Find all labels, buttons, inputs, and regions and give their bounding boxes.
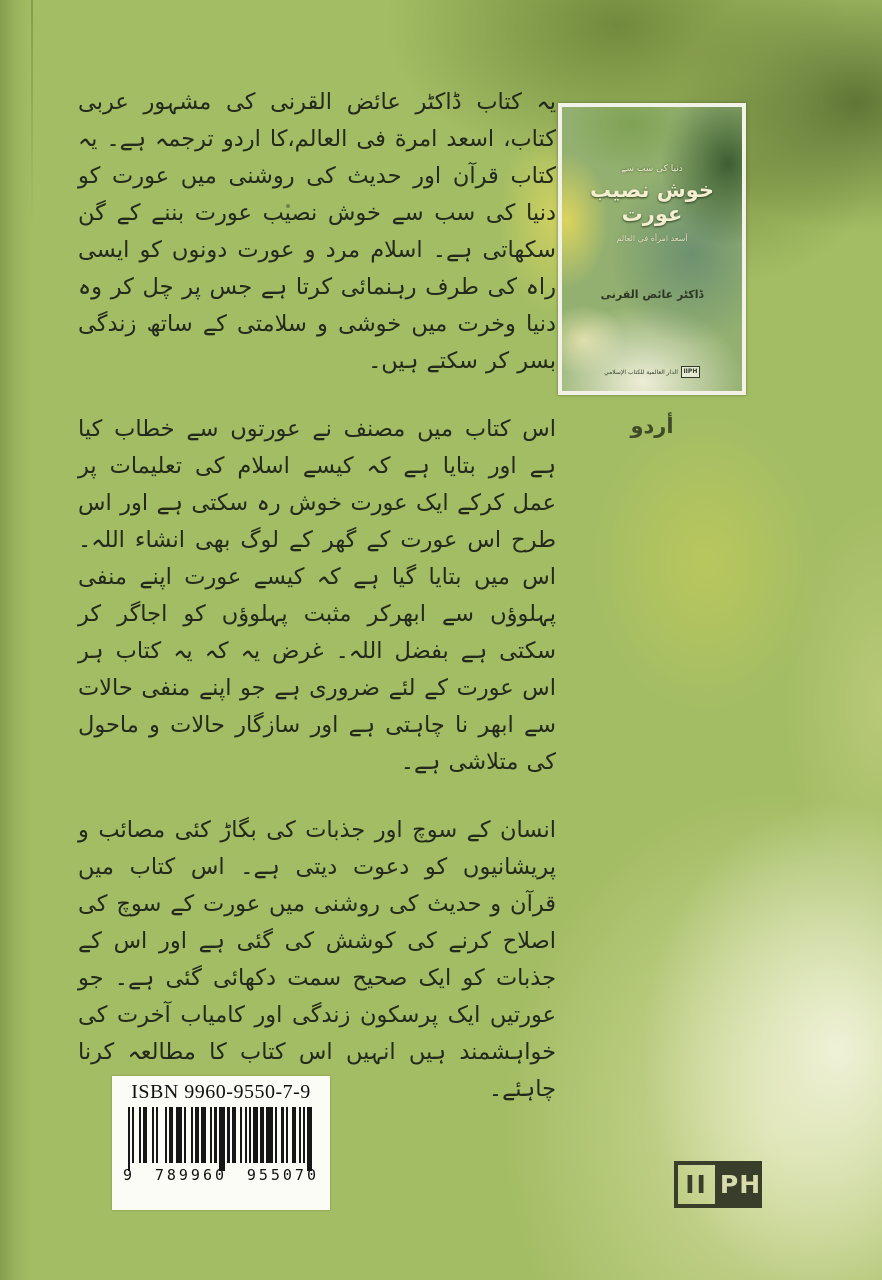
back-cover-description [78, 84, 556, 1108]
barcode-gap [312, 1107, 314, 1163]
ean-group-2: 955070 [246, 1166, 319, 1184]
description-paragraph-1: یہ کتاب ڈاکٹر عائض القرنی کی مشہور عربی کتاب، اسعد امرة فی العالم،کا اردو ترجمہ ہے۔ یہ کتاب قرآن اور حدیث کی روشنی میں عورت کو دنیا کی سب سے خوش نصیب عورت بننے کے گن سکھاتی ہے۔ اسلام مرد و عورت دونوں کو ایسی راہ کی طرف رہنمائی کرتا ہے جس پر چل کر وہ دنیا وخرت میں خوشی و سلامتی کے ساتھ زندگی بسر کر سکتے ہیں۔ [78, 89, 556, 374]
thumbnail-publisher-strip [562, 366, 742, 378]
description-paragraph-3: انسان کے سوچ اور جذبات کی بگاڑ کئی مصائب و پریشانیوں کو دعوت دیتی ہے۔ اس کتاب میں قرآن و حدیث کی روشنی میں عورت کے سوچ کی اصلاح کرنے کی کوشش کی گئی ہے اور اس کے جذبات کو ایک صحیح سمت دکھائی گئی ہے۔ جو عورتیں ایک پرسکون زندگی اور کامیاب آخرت کی خواہشمند ہیں انہیں اس کتاب کا مطالعہ کرنا چاہئے۔ [78, 817, 556, 1102]
ean-left-digit: 9 [123, 1166, 136, 1184]
description-paragraph-2: اس کتاب میں مصنف نے عورتوں سے خطاب کیا ہے اور بتایا ہے کہ کیسے اسلام کی تعلیمات پر عمل کرکے ایک عورت خوش رہ سکتی ہے اور اس طرح اس عورت کے گھر کے لوگ بھی انشاء اللہ۔اس میں بتایا گیا ہے کہ کیسے عورت اپنے منفی پہلوؤں سے ابھرکر مثبت پہلوؤں کو اجاگر کر سکتی ہے بفضل اللہ۔ غرض یہ کہ یہ کتاب ہر اس عورت کے لئے ضروری ہے جو اپنے منفی حالات سے ابھر نا چاہتی ہے اور سازگار حالات و ماحول کی متلاشی ہے۔ [78, 416, 556, 775]
thumbnail-publisher-name: الدار العالمية للكتاب الإسلامي [604, 368, 678, 376]
isbn-barcode-label [112, 1076, 330, 1210]
front-cover-thumbnail [558, 103, 746, 395]
thumbnail-publisher-logo-icon: IIPH [681, 366, 700, 378]
thumbnail-tagline: دنیا کی سب سے [621, 164, 683, 174]
cover-crease-line [31, 0, 33, 230]
thumbnail-title: خوش نصیب عورت [590, 178, 714, 226]
ean-digits [122, 1166, 320, 1184]
publisher-logo-right-box: PH [719, 1161, 762, 1208]
thumbnail-subtitle: أسعد امرأة في العالم [616, 234, 688, 243]
barcode-bars [122, 1107, 320, 1163]
isbn-number: ISBN 9960-9550-7-9 [131, 1081, 311, 1103]
ean-group-1: 789960 [154, 1166, 228, 1184]
publisher-logo-iiph [674, 1161, 762, 1208]
language-label: أردو [630, 414, 674, 438]
thumbnail-author: ڈاکٹر عائض القرنی [600, 288, 704, 301]
publisher-logo-left-box: II [674, 1161, 719, 1208]
front-cover-art [562, 107, 742, 391]
